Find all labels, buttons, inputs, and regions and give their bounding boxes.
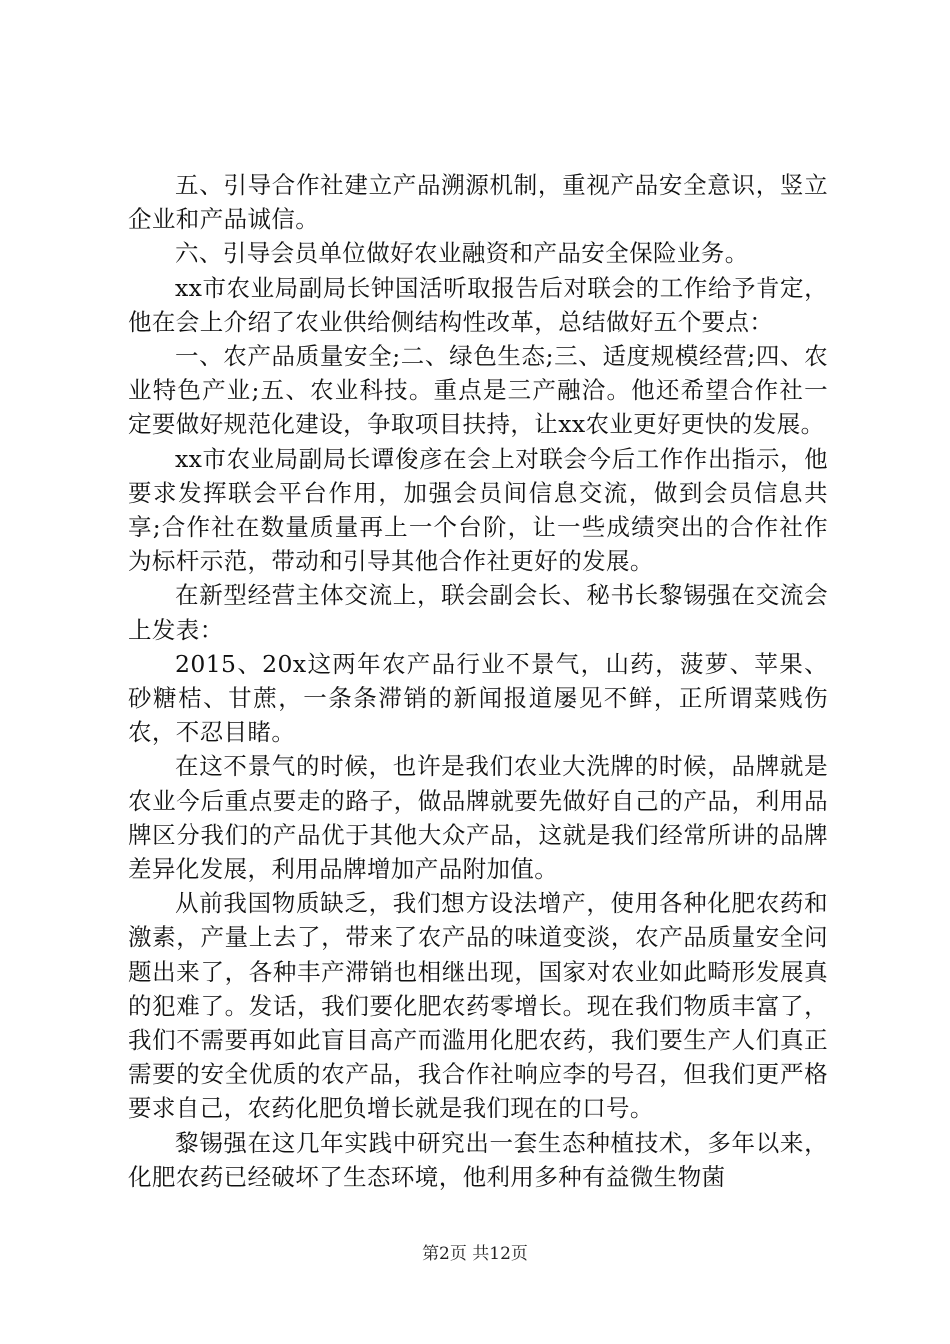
paragraph-7: 2015、20x这两年农产品行业不景气，山药，菠萝、苹果、砂糖桔、甘蔗，一条条滞销的新闻报道屡见不鲜，正所谓菜贱伤农，不忍目睹。: [128, 649, 828, 747]
paragraph-2: 六、引导会员单位做好农业融资和产品安全保险业务。: [175, 239, 749, 268]
paragraph-10: 黎锡强在这几年实践中研究出一套生态种植技术，多年以来，化肥农药已经破坏了生态环境，他利用多种有益微生物菌: [128, 1128, 828, 1191]
paragraph-6: 在新型经营主体交流上，联会副会长、秘书长黎锡强在交流会上发表：: [128, 581, 828, 644]
page-footer: 第2页 共12页: [422, 1244, 528, 1264]
paragraph-3: xx市农业局副局长钟国活听取报告后对联会的工作给予肯定，他在会上介绍了农业供给侧结构性改革，总结做好五个要点：: [128, 273, 828, 336]
paragraph-8: 在这不景气的时候，也许是我们农业大洗牌的时候，品牌就是农业今后重点要走的路子，做品牌就要先做好自己的产品，利用品牌区分我们的产品优于其他大众产品，这就是我们经常所讲的品牌差异化发展，利用品牌增加产品附加值。: [128, 752, 828, 884]
document-body: [128, 168, 828, 1194]
paragraph-1: 五、引导合作社建立产品溯源机制，重视产品安全意识，竖立企业和产品诚信。: [128, 171, 828, 234]
paragraph-5: xx市农业局副局长谭俊彦在会上对联会今后工作作出指示，他要求发挥联会平台作用，加强会员间信息交流，做到会员信息共享;合作社在数量质量再上一个台阶，让一些成绩突出的合作社作为标杆示范，带动和引导其他合作社更好的发展。: [128, 444, 828, 576]
paragraph-9: 从前我国物质缺乏，我们想方设法增产，使用各种化肥农药和激素，产量上去了，带来了农产品的味道变淡，农产品质量安全问题出来了，各种丰产滞销也相继出现，国家对农业如此畸形发展真的犯难了。发话，我们要化肥农药零增长。现在我们物质丰富了，我们不需要再如此盲目高产而滥用化肥农药，我们要生产人们真正需要的安全优质的农产品，我合作社响应李的号召，但我们更严格要求自己，农药化肥负增长就是我们现在的口号。: [128, 889, 828, 1123]
paragraph-4: 一、农产品质量安全;二、绿色生态;三、适度规模经营;四、农业特色产业;五、农业科技。重点是三产融洽。他还希望合作社一定要做好规范化建设，争取项目扶持，让xx农业更好更快的发展。: [128, 342, 828, 439]
